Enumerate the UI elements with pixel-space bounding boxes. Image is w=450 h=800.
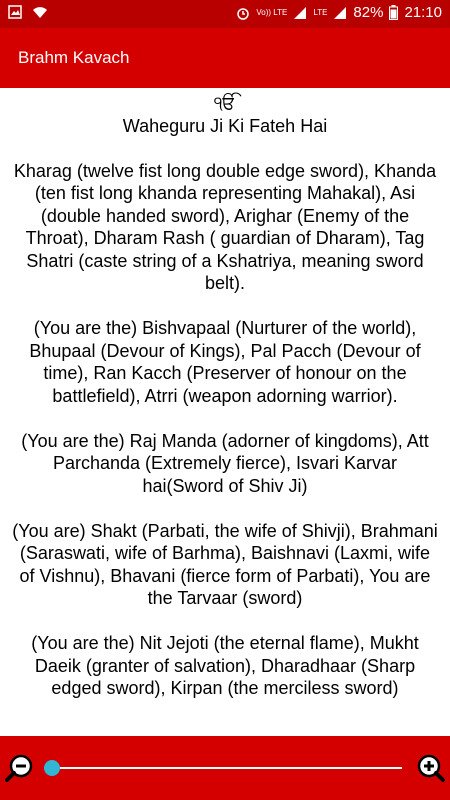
zoom-bar: [0, 736, 450, 800]
greeting: Waheguru Ji Ki Fateh Hai: [122, 115, 328, 136]
alarm-icon: [236, 6, 250, 20]
volte-indicator: Vo)) LTE: [256, 7, 288, 17]
paragraph: (You are) Shakt (Parbati, the wife of Shivji), Brahmani (Saraswati, wife of Barhma), Baishnavi (Laxmi, wife of Vishnu), Bhavani (fierce form of Parbati), You are the Tarvaar (sword): [12, 520, 438, 608]
paragraph: Kharag (twelve fist long double edge sword), Khanda (ten fist long khanda representing Mahakal), Asi (double handed sword), Arighar (Enemy of the Throat), Dharam Rash ( guardian of Dharam), Tag Shatri (caste string of a Kshatriya, meaning sword belt).: [13, 160, 437, 293]
ik-onkar-symbol: ੴ: [214, 93, 236, 113]
clock: 21:10: [404, 4, 442, 21]
lte-indicator: LTE: [313, 7, 328, 17]
wifi-icon: [32, 5, 48, 19]
text-block: [0, 92, 450, 700]
gallery-icon: [8, 5, 22, 19]
zoom-out-button[interactable]: [4, 752, 36, 784]
paragraph: (You are the) Bishvapaal (Nurturer of the world), Bhupaal (Devour of Kings), Pal Pacch (Devour of time), Ran Kacch (Preserver of honour on the battlefield), Atrri (weapon adorning warrior).: [29, 318, 421, 406]
signal-icon-2: [333, 6, 347, 20]
zoom-in-icon: [414, 752, 446, 784]
battery-icon: [389, 5, 398, 20]
zoom-slider-thumb[interactable]: [44, 760, 60, 776]
zoom-out-icon: [4, 752, 36, 784]
signal-icon: [293, 6, 307, 20]
app-title: Brahm Kavach: [18, 48, 130, 67]
zoom-in-button[interactable]: [414, 752, 446, 784]
paragraph: (You are the) Raj Manda (adorner of kingdoms), Att Parchanda (Extremely fierce), Isvari Karvar hai(Sword of Shiv Ji): [21, 430, 429, 496]
paragraph: (You are the) Nit Jejoti (the eternal flame), Mukht Daeik (granter of salvation), Dharadhaar (Sharp edged sword), Kirpan (the merciless sword): [31, 633, 419, 698]
app-bar: [0, 28, 450, 88]
zoom-slider-track[interactable]: [44, 767, 402, 769]
status-bar: [0, 0, 450, 28]
battery-percent: 82%: [353, 4, 384, 21]
content-scroll-area[interactable]: [0, 88, 450, 736]
